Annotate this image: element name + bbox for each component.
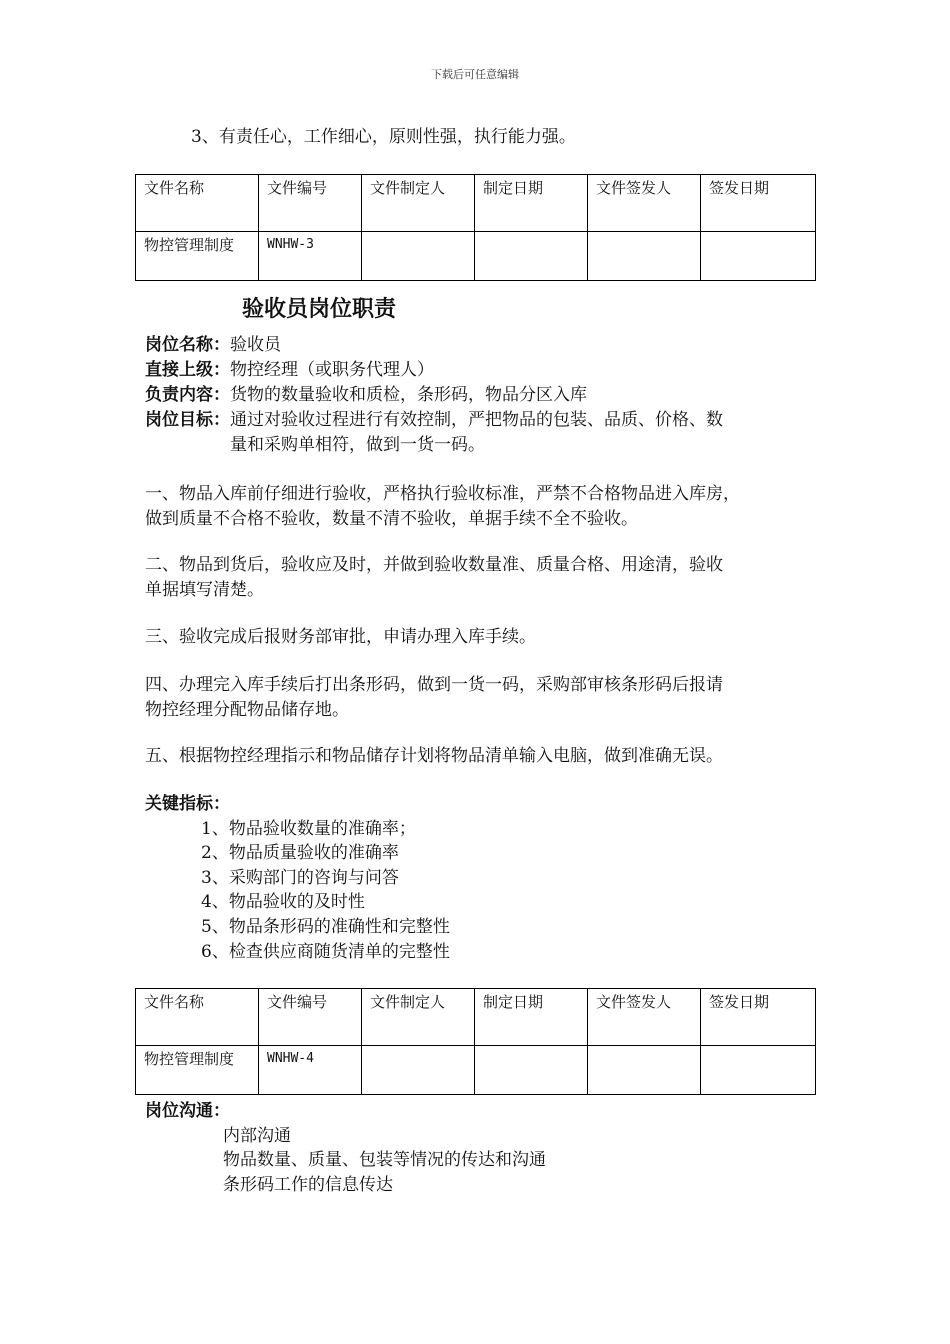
table-cell: 制定日期 (475, 175, 588, 232)
duty-5-line1: 五、根据物控经理指示和物品储存计划将物品清单输入电脑，做到准确无误。 (145, 746, 723, 766)
duty-4-line2: 物控经理分配物品储存地。 (145, 700, 349, 720)
goal-value-line2: 量和采购单相符，做到一货一码。 (230, 435, 485, 455)
superior-value: 物控经理（或职务代理人） (230, 360, 434, 380)
table-cell (588, 232, 701, 281)
kpi-item: 4、物品验收的及时性 (201, 892, 365, 912)
document-info-table-2 (135, 988, 816, 1095)
goal-label: 岗位目标： (145, 410, 230, 430)
table-cell (475, 1046, 588, 1095)
duty-3-line1: 三、验收完成后报财务部审批，申请办理入库手续。 (145, 627, 536, 647)
table-cell: 物控管理制度 (136, 232, 259, 281)
table-cell: WNHW-4 (259, 1046, 362, 1095)
duty-2-line2: 单据填写清楚。 (145, 580, 264, 600)
document-info-table-1 (135, 174, 816, 281)
table-cell (701, 232, 816, 281)
table-cell (475, 232, 588, 281)
table-cell: 文件签发人 (588, 989, 701, 1046)
goal-field (145, 408, 723, 433)
duty-4-line1: 四、办理完入库手续后打出条形码，做到一货一码，采购部审核条形码后报请 (145, 675, 723, 695)
kpi-label: 关键指标： (145, 794, 230, 814)
table-cell: 文件名称 (136, 175, 259, 232)
table-header-row (136, 989, 816, 1046)
table-header-row (136, 175, 816, 232)
duty-1-line2: 做到质量不合格不验收，数量不清不验收，单据手续不全不验收。 (145, 509, 638, 529)
position-value: 验收员 (230, 335, 281, 355)
superior-label: 直接上级： (145, 360, 230, 380)
content-value: 货物的数量验收和质检，条形码，物品分区入库 (230, 385, 587, 405)
table-cell: 文件名称 (136, 989, 259, 1046)
kpi-item: 6、检查供应商随货清单的完整性 (201, 942, 450, 962)
table-cell (701, 1046, 816, 1095)
table-cell: 物控管理制度 (136, 1046, 259, 1095)
superior-field (145, 358, 434, 383)
table-cell (362, 1046, 475, 1095)
kpi-item: 2、物品质量验收的准确率 (201, 843, 399, 863)
content-field (145, 383, 587, 408)
kpi-item: 5、物品条形码的准确性和完整性 (201, 917, 450, 937)
position-field (145, 333, 281, 358)
table-cell: WNHW-3 (259, 232, 362, 281)
communication-item: 内部沟通 (223, 1126, 291, 1146)
table-cell: 制定日期 (475, 989, 588, 1046)
table-cell: 文件制定人 (362, 175, 475, 232)
table-cell: 文件编号 (259, 989, 362, 1046)
duty-1-line1: 一、物品入库前仔细进行验收，严格执行验收标准，严禁不合格物品进入库房， (145, 484, 740, 504)
table-cell (588, 1046, 701, 1095)
table-cell: 文件制定人 (362, 989, 475, 1046)
goal-value-line1: 通过对验收过程进行有效控制，严把物品的包装、品质、价格、数 (230, 410, 723, 430)
position-label: 岗位名称： (145, 335, 230, 355)
communication-item: 物品数量、质量、包装等情况的传达和沟通 (223, 1150, 546, 1170)
communication-label: 岗位沟通： (145, 1101, 230, 1121)
kpi-item: 3、采购部门的咨询与问答 (201, 868, 399, 888)
content-label: 负责内容： (145, 385, 230, 405)
table-cell (362, 232, 475, 281)
kpi-item: 1、物品验收数量的准确率； (201, 819, 416, 839)
table-cell: 签发日期 (701, 175, 816, 232)
table-row (136, 1046, 816, 1095)
duty-2-line1: 二、物品到货后，验收应及时，并做到验收数量准、质量合格、用途清，验收 (145, 555, 723, 575)
page-header: 下载后可任意编辑 (431, 68, 519, 81)
table-cell: 文件签发人 (588, 175, 701, 232)
table-row (136, 232, 816, 281)
page-title: 验收员岗位职责 (242, 297, 397, 322)
table-cell: 签发日期 (701, 989, 816, 1046)
table-cell: 文件编号 (259, 175, 362, 232)
intro-line: 3、有责任心，工作细心，原则性强，执行能力强。 (191, 127, 576, 147)
communication-item: 条形码工作的信息传达 (223, 1175, 393, 1195)
